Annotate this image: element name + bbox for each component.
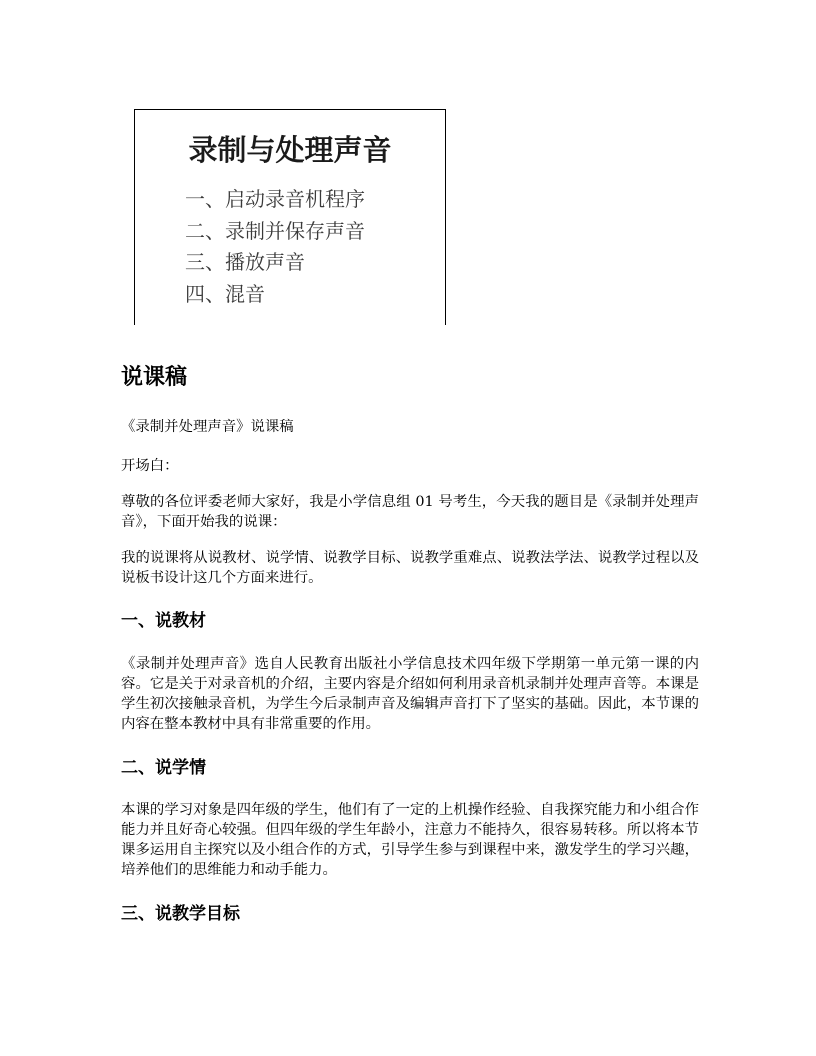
section-heading-textbook: 一、说教材 <box>121 611 206 631</box>
slide-outline-item: 一、启动录音机程序 <box>185 187 365 211</box>
outline-paragraph: 我的说课将从说教材、说学情、说教学目标、说教学重难点、说教法学法、说教学过程以及说板书设计这几个方面来进行。 <box>121 550 699 586</box>
section-body-students: 本课的学习对象是四年级的学生，他们有了一定的上机操作经验、自我探究能力和小组合作能力并且好奇心较强。但四年级的学生年龄小，注意力不能持久，很容易转移。所以将本节课多运用自主探究以及小组合作的方式，引导学生参与到课程中来，激发学生的学习兴趣，培养他们的思维能力和动手能力。 <box>121 802 699 878</box>
document-title: 说课稿 <box>121 365 188 390</box>
slide-outline-item: 四、混音 <box>185 281 265 306</box>
slide-outline-item: 二、录制并保存声音 <box>185 218 365 243</box>
opening-paragraph: 尊敬的各位评委老师大家好，我是小学信息组 01 号考生，今天我的题目是《录制并处理声音》，下面开始我的说课： <box>121 494 699 530</box>
slide-outline-item: 三、播放声音 <box>185 250 305 274</box>
opening-label: 开场白： <box>121 458 179 474</box>
section-heading-students: 二、说学情 <box>121 758 206 778</box>
slide-image <box>134 109 446 325</box>
lecture-title-line: 《录制并处理声音》说课稿 <box>121 419 294 435</box>
section-heading-objectives: 三、说教学目标 <box>121 904 240 924</box>
slide-title: 录制与处理声音 <box>188 133 392 167</box>
section-body-textbook: 《录制并处理声音》选自人民教育出版社小学信息技术四年级下学期第一单元第一课的内容。它是关于对录音机的介绍，主要内容是介绍如何利用录音机录制并处理声音等。本课是学生初次接触录音机，为学生今后录制声音及编辑声音打下了坚实的基础。因此，本节课的内容在整本教材中具有非常重要的作用。 <box>121 656 699 732</box>
slide-outline-list <box>185 184 365 310</box>
